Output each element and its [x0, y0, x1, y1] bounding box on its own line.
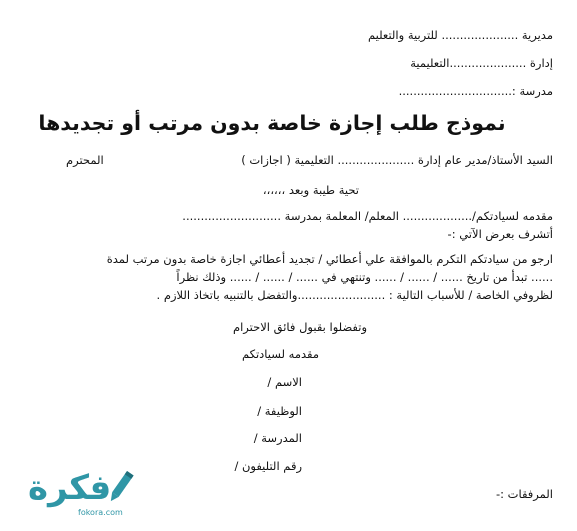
signature-phone: رقم التليفون / — [234, 459, 302, 473]
signature-presenter: مقدمه لسيادتكم — [241, 347, 319, 361]
respected-label: المحترم — [66, 153, 104, 167]
logo-url: fokora.com — [78, 508, 123, 517]
logo-wordmark: فكرة — [28, 468, 112, 508]
attachments-label: المرفقات :- — [495, 487, 553, 501]
site-logo — [6, 466, 156, 526]
request-line-2: ...... تبدأ من تاريخ ...... / ...... / ...... وتنتهي في ...... / ...... / ...... وذلك نظراً — [176, 270, 553, 284]
page-title: نموذج طلب إجازة خاصة بدون مرتب أو تجديدها — [38, 111, 506, 135]
administration-line: إدارة .....................التعليمية — [410, 56, 553, 70]
signature-job: الوظيفة / — [257, 404, 302, 418]
greeting: تحية طيبة وبعد ،،،،،، — [262, 183, 359, 197]
request-line-1: ارجو من سيادتكم التكرم بالموافقة علي أعطائي / تجديد أعطائي اجازة خاصة بدون مرتب لمدة — [106, 252, 553, 266]
school-line: مدرسة :............................... — [398, 84, 553, 98]
addressee-line: السيد الأستاذ/مدير عام إدارة ..................... التعليمية ( اجازات ) — [241, 153, 553, 167]
directorate-line: مديرية ..................... للتربية والتعليم — [367, 28, 553, 42]
signature-school: المدرسة / — [253, 431, 302, 445]
intro-line: أتشرف بعرض الآتي :- — [447, 227, 553, 241]
pencil-icon — [106, 468, 134, 508]
closing-line: وتفضلوا بقبول فائق الاحترام — [232, 320, 367, 334]
signature-name: الاسم / — [267, 375, 302, 389]
submitter-line: مقدمه لسيادتكم/................... المعلم/ المعلمة بمدرسة ........................... — [182, 209, 553, 223]
request-line-3: لظروفي الخاصة / للأسباب التالية : ........................والتفضل بالتنبيه باتخاذ اللازم . — [156, 288, 553, 302]
